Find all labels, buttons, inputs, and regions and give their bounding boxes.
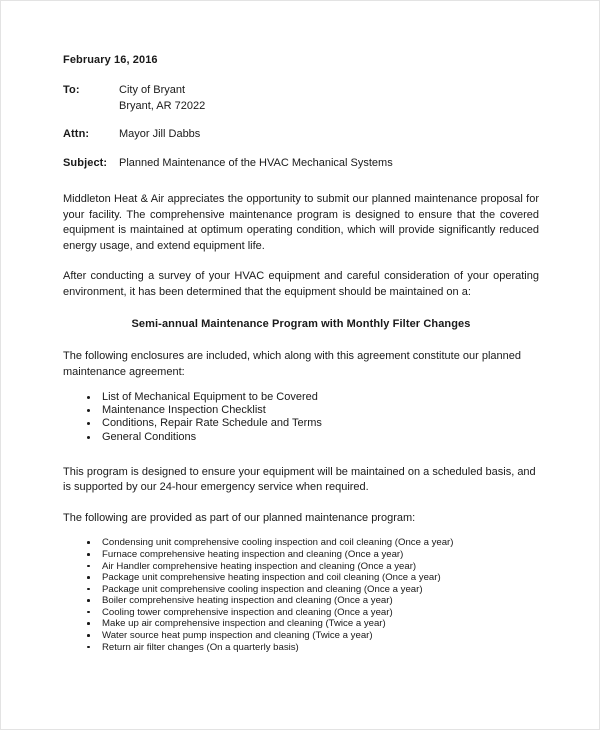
- bullet-icon: [87, 599, 90, 602]
- list-item: [63, 630, 539, 642]
- services-list: [63, 537, 539, 653]
- bullet-icon: [87, 553, 90, 556]
- enclosures-list: [63, 391, 539, 444]
- list-item: [63, 572, 539, 584]
- field-label-attn: Attn:: [63, 128, 90, 140]
- bullet-icon: [87, 436, 90, 439]
- program-heading: Semi-annual Maintenance Program with Monthly Filter Changes: [131, 318, 471, 330]
- bullet-icon: [87, 611, 90, 614]
- bullet-icon: [87, 541, 90, 544]
- field-value-subject: [119, 156, 539, 172]
- paragraph-enclosures-intro: The following enclosures are included, which along with this agreement constitute our planned maintenance agreement:: [63, 350, 521, 378]
- paragraph-survey: After conducting a survey of your HVAC equipment and careful consideration of your operating environment, it has been determined that the equipment should be maintained on a:: [63, 270, 539, 298]
- paragraph-services-intro: The following are provided as part of our planned maintenance program:: [63, 511, 416, 524]
- subject-text: Planned Maintenance of the HVAC Mechanical Systems: [119, 156, 393, 169]
- list-item-label: Water source heat pump inspection and cleaning (Twice a year): [102, 630, 373, 642]
- list-item-label: Make up air comprehensive inspection and cleaning (Twice a year): [102, 618, 386, 630]
- field-row-subject: [63, 156, 539, 172]
- field-row-attn: [63, 127, 539, 143]
- recipient-name: City of Bryant: [119, 84, 186, 96]
- list-item-label: List of Mechanical Equipment to be Covered: [102, 391, 318, 403]
- field-row-to: [63, 83, 539, 114]
- bullet-icon: [87, 576, 90, 579]
- list-item: [63, 642, 539, 654]
- list-item-label: Air Handler comprehensive heating inspection and cleaning (Once a year): [102, 560, 417, 572]
- field-value-attn: [119, 127, 539, 143]
- document-date: February 16, 2016: [63, 54, 158, 66]
- bullet-icon: [87, 422, 90, 425]
- list-item-label: Furnace comprehensive heating inspection and cleaning (Once a year): [102, 548, 404, 560]
- field-label-to: To:: [63, 84, 80, 96]
- bullet-icon: [87, 396, 90, 399]
- list-item-label: Cooling tower comprehensive inspection and cleaning (Once a year): [102, 606, 393, 618]
- bullet-icon: [87, 646, 90, 649]
- bullet-icon: [87, 409, 90, 412]
- recipient-address: Bryant, AR 72022: [119, 99, 206, 112]
- bullet-icon: [87, 622, 90, 625]
- list-item-label: Maintenance Inspection Checklist: [102, 404, 266, 417]
- list-item: [63, 607, 539, 619]
- bullet-icon: [87, 634, 90, 637]
- paragraph-intro: Middleton Heat & Air appreciates the opportunity to submit our planned maintenance proposal for your facility. The comprehensive maintenance program is designed to ensure that the covered equipment is maintained at optimum operating condition, which will provide significantly reduced energy usage, and extend equipment life.: [63, 193, 539, 252]
- list-item-label: Package unit comprehensive cooling inspection and cleaning (Once a year): [102, 583, 423, 595]
- field-label-subject: Subject:: [63, 156, 108, 169]
- list-item: [63, 417, 539, 430]
- list-item-label: Package unit comprehensive heating inspection and coil cleaning (Once a year): [102, 572, 441, 584]
- bullet-icon: [87, 588, 90, 591]
- list-item-label: Boiler comprehensive heating inspection and cleaning (Once a year): [102, 595, 393, 607]
- paragraph-scheduled-basis: This program is designed to ensure your equipment will be maintained on a scheduled basis, and is supported by our 24-hour emergency service when required.: [63, 465, 536, 494]
- list-item: [63, 391, 539, 404]
- list-item: [63, 618, 539, 630]
- list-item: [63, 561, 539, 573]
- list-item: [63, 404, 539, 417]
- spacer: [63, 184, 539, 192]
- field-value-to: [119, 83, 539, 114]
- list-item-label: General Conditions: [102, 430, 197, 443]
- list-item-label: Conditions, Repair Rate Schedule and Terms: [102, 417, 322, 430]
- attention-name: Mayor Jill Dabbs: [119, 128, 201, 140]
- list-item-label: Return air filter changes (On a quarterly basis): [102, 641, 299, 653]
- list-item: [63, 431, 539, 444]
- list-item: [63, 537, 539, 549]
- list-item: [63, 549, 539, 561]
- list-item: [63, 595, 539, 607]
- document-body: [63, 53, 539, 668]
- list-item: [63, 584, 539, 596]
- list-item-label: Condensing unit comprehensive cooling inspection and coil cleaning (Once a year): [102, 537, 454, 549]
- bullet-icon: [87, 565, 90, 568]
